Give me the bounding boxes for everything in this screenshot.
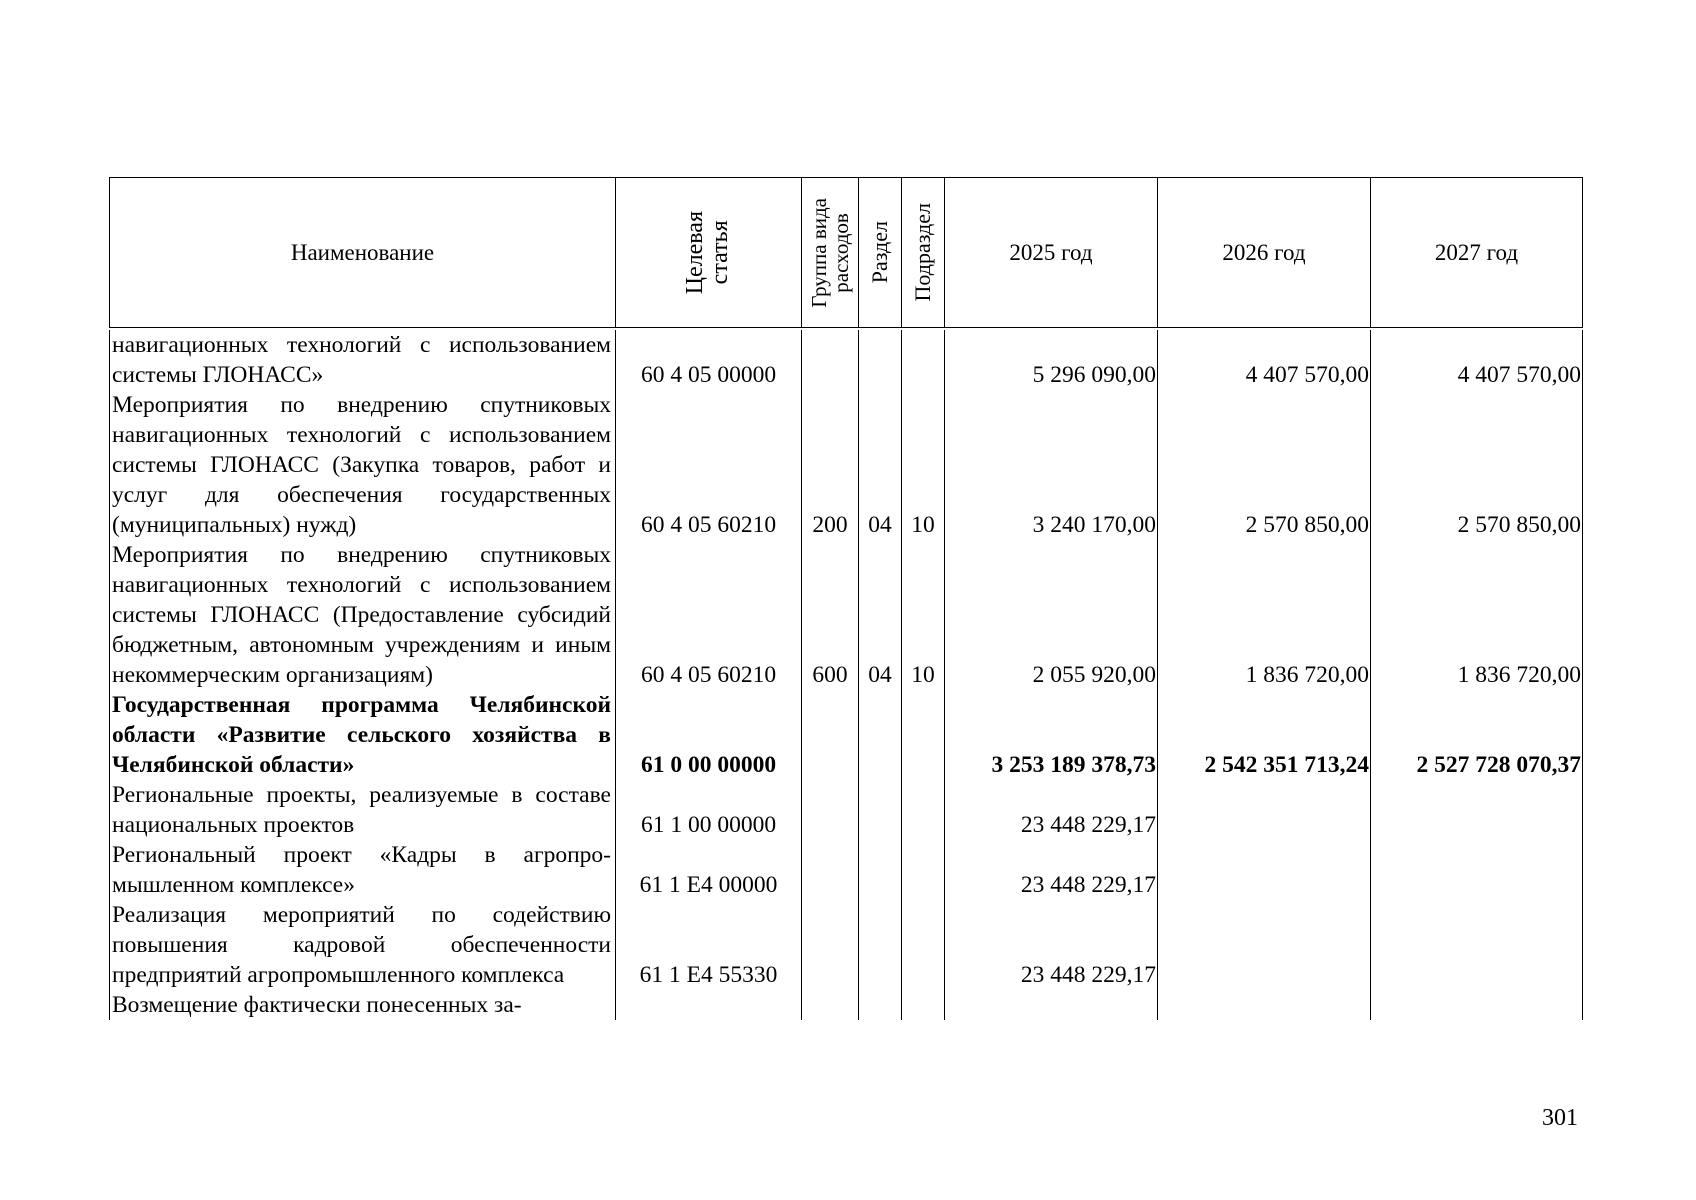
row-amount-2025 <box>945 990 1158 1020</box>
row-name: Мероприятия по внедрению спутниковых навигационных технологий с использованием системы ГЛОНАСС (Закупка товаров, работ и услуг для обеспечения государственных (муниципальных) нужд) <box>110 390 616 540</box>
row-amount-2025: 23 448 229,17 <box>945 780 1158 840</box>
row-section: 04 <box>859 390 902 540</box>
row-amount-2027: 2 570 850,00 <box>1371 390 1583 540</box>
row-expense-group <box>802 900 859 990</box>
table-row <box>110 690 1583 780</box>
row-expense-group <box>802 840 859 900</box>
row-amount-2025: 3 240 170,00 <box>945 390 1158 540</box>
row-target-article: 61 1 Е4 55330 <box>616 900 802 990</box>
row-amount-2026: 2 542 351 713,24 <box>1158 690 1371 780</box>
row-subsection: 10 <box>902 390 945 540</box>
row-name: навигационных технологий с использованием системы ГЛОНАСС» <box>110 330 616 390</box>
row-target-article: 61 1 Е4 00000 <box>616 840 802 900</box>
header-name: Наименование <box>110 178 616 328</box>
header-subsection: Подраздел <box>902 178 945 328</box>
row-amount-2026: 4 407 570,00 <box>1158 330 1371 390</box>
row-amount-2026: 1 836 720,00 <box>1158 540 1371 690</box>
row-target-article <box>616 990 802 1020</box>
row-subsection <box>902 780 945 840</box>
row-amount-2027 <box>1371 990 1583 1020</box>
row-amount-2027 <box>1371 840 1583 900</box>
row-section <box>859 330 902 390</box>
row-subsection: 10 <box>902 540 945 690</box>
row-section <box>859 900 902 990</box>
row-target-article: 60 4 05 00000 <box>616 330 802 390</box>
row-subsection <box>902 330 945 390</box>
row-subsection <box>902 840 945 900</box>
row-target-article: 61 1 00 00000 <box>616 780 802 840</box>
header-target-article: Целевая статья <box>616 178 802 328</box>
table-header <box>109 177 1583 328</box>
row-section <box>859 840 902 900</box>
header-year-2026: 2026 год <box>1158 178 1371 328</box>
row-expense-group: 200 <box>802 390 859 540</box>
row-section: 04 <box>859 540 902 690</box>
row-amount-2025: 23 448 229,17 <box>945 900 1158 990</box>
header-expense-group: Группа вида расходов <box>802 178 859 328</box>
budget-table <box>109 330 1583 1020</box>
row-amount-2025: 5 296 090,00 <box>945 330 1158 390</box>
row-amount-2027 <box>1371 780 1583 840</box>
row-amount-2026 <box>1158 990 1371 1020</box>
table-row <box>110 840 1583 900</box>
row-amount-2026 <box>1158 900 1371 990</box>
row-name: Государственная программа Челябинской области «Развитие сельского хозяйства в Челябинской области» <box>110 690 616 780</box>
row-amount-2026 <box>1158 840 1371 900</box>
table-row <box>110 330 1583 390</box>
row-amount-2025: 3 253 189 378,73 <box>945 690 1158 780</box>
row-target-article: 61 0 00 00000 <box>616 690 802 780</box>
header-section: Раздел <box>859 178 902 328</box>
row-amount-2026 <box>1158 780 1371 840</box>
row-subsection <box>902 900 945 990</box>
table-row <box>110 990 1583 1020</box>
row-amount-2027: 4 407 570,00 <box>1371 330 1583 390</box>
row-expense-group <box>802 780 859 840</box>
table-row <box>110 780 1583 840</box>
table-row <box>110 900 1583 990</box>
header-year-2027: 2027 год <box>1371 178 1583 328</box>
row-name: Региональные проекты, реализуемые в составе национальных проектов <box>110 780 616 840</box>
row-name: Реализация мероприятий по содействию повышения кадровой обеспеченности предприятий агропромышленного комплекса <box>110 900 616 990</box>
row-name: Возмещение фактически понесенных за- <box>110 990 616 1020</box>
table-row <box>110 540 1583 690</box>
header-year-2025: 2025 год <box>945 178 1158 328</box>
row-amount-2027 <box>1371 900 1583 990</box>
table-row <box>110 390 1583 540</box>
row-amount-2025: 23 448 229,17 <box>945 840 1158 900</box>
row-section <box>859 990 902 1020</box>
row-name: Мероприятия по внедрению спутниковых навигационных технологий с использованием системы ГЛОНАСС (Предоставление субсидий бюджетным, автономным учреждениям и иным некоммерческим организациям) <box>110 540 616 690</box>
row-amount-2027: 1 836 720,00 <box>1371 540 1583 690</box>
row-amount-2025: 2 055 920,00 <box>945 540 1158 690</box>
row-target-article: 60 4 05 60210 <box>616 540 802 690</box>
row-amount-2027: 2 527 728 070,37 <box>1371 690 1583 780</box>
row-target-article: 60 4 05 60210 <box>616 390 802 540</box>
row-amount-2026: 2 570 850,00 <box>1158 390 1371 540</box>
row-expense-group: 600 <box>802 540 859 690</box>
page-number: 301 <box>1542 1105 1578 1131</box>
row-name: Региональный проект «Кадры в агропромышленном комплексе» <box>110 840 616 900</box>
row-section <box>859 690 902 780</box>
row-expense-group <box>802 330 859 390</box>
row-expense-group <box>802 690 859 780</box>
row-subsection <box>902 690 945 780</box>
row-section <box>859 780 902 840</box>
row-expense-group <box>802 990 859 1020</box>
row-subsection <box>902 990 945 1020</box>
